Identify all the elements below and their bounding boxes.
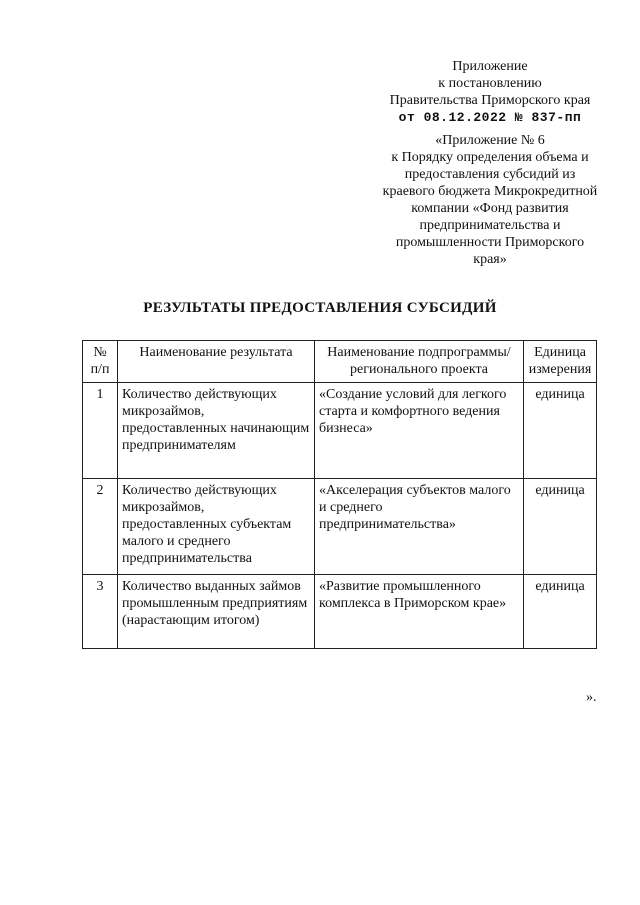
appendix-header <box>360 58 620 268</box>
header-unit: Единица измерения <box>524 341 597 383</box>
row-project: «Создание условий для легкого старта и комфортного ведения бизнеса» <box>315 383 524 479</box>
row-result: Количество действующих микрозаймов, предоставленных начинающим предпринимателям <box>118 383 315 479</box>
header-project: Наименование подпрограммы/регионального проекта <box>315 341 524 383</box>
row-project: «Акселерация субъектов малого и среднего предпринимательства» <box>315 479 524 575</box>
appendix-line: «Приложение № 6 <box>435 133 545 148</box>
table-row <box>83 575 597 649</box>
appendix-line: Приложение <box>452 59 528 74</box>
row-result: Количество действующих микрозаймов, предоставленных субъектам малого и среднего предпринимательства <box>118 479 315 575</box>
header-result: Наименование результата <box>118 341 315 383</box>
table-row <box>83 383 597 479</box>
appendix-line: краевого бюджета Микрокредитной <box>382 184 598 199</box>
row-number: 2 <box>83 479 118 575</box>
table-row <box>83 479 597 575</box>
appendix-line: к Порядку определения объема и <box>391 150 589 165</box>
row-project: «Развитие промышленного комплекса в Приморском крае» <box>315 575 524 649</box>
appendix-line: предпринимательства и <box>419 218 561 233</box>
appendix-line: промышленности Приморского <box>395 235 585 250</box>
document-title: РЕЗУЛЬТАТЫ ПРЕДОСТАВЛЕНИЯ СУБСИДИЙ <box>143 300 497 316</box>
appendix-line: края» <box>473 252 507 267</box>
closing-quote: ». <box>586 690 597 705</box>
appendix-line: предоставления субсидий из <box>404 167 576 182</box>
row-unit: единица <box>524 575 597 649</box>
appendix-line: Правительства Приморского края <box>389 93 591 108</box>
appendix-line: компании «Фонд развития <box>411 201 569 216</box>
row-unit: единица <box>524 479 597 575</box>
row-result: Количество выданных займов промышленным предприятиям (нарастающим итогом) <box>118 575 315 649</box>
table-header-row <box>83 341 597 383</box>
row-number: 3 <box>83 575 118 649</box>
row-unit: единица <box>524 383 597 479</box>
resolution-stamp: от 08.12.2022 № 837-пп <box>398 110 582 125</box>
row-number: 1 <box>83 383 118 479</box>
header-number: № п/п <box>83 341 118 383</box>
appendix-line: к постановлению <box>438 76 542 91</box>
results-table <box>82 340 597 649</box>
